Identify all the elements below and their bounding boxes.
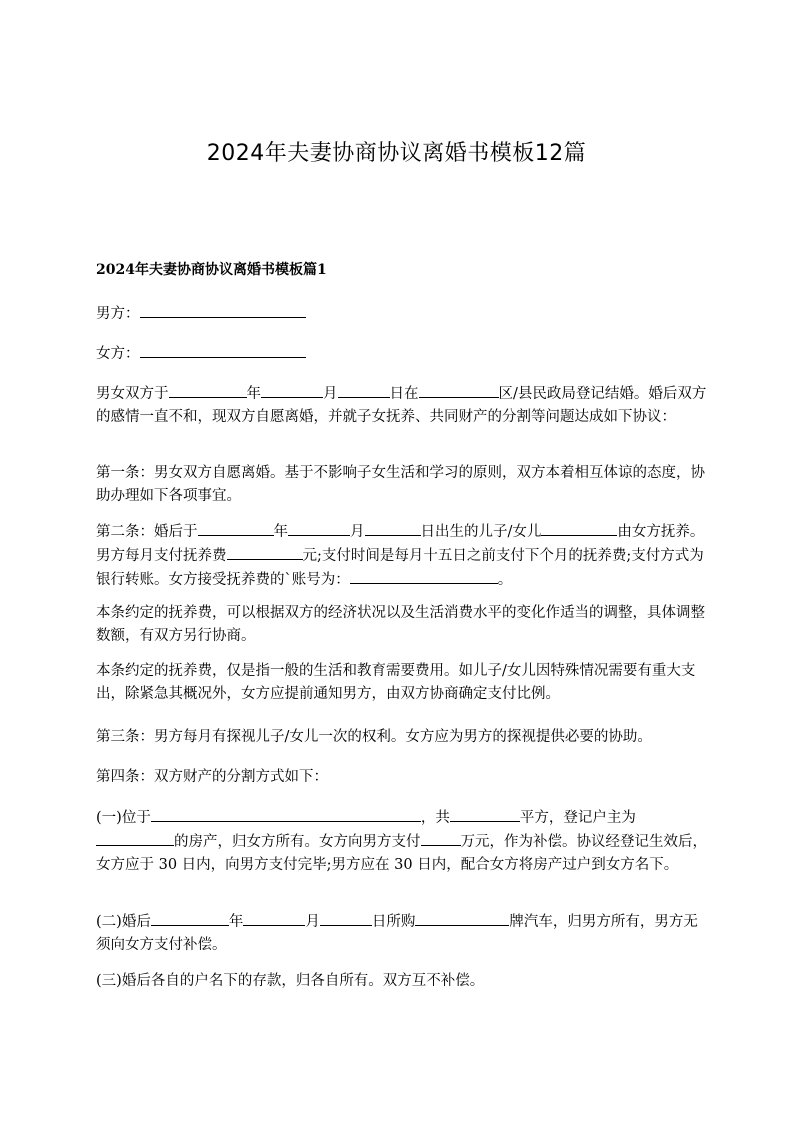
district-blank	[419, 382, 499, 398]
intro-text: 区/县民政局登记结婚。	[498, 386, 649, 402]
article-2-text: 。	[497, 572, 513, 588]
property-item-1	[96, 806, 708, 877]
property-area-blank	[450, 806, 520, 822]
intro-text: 日在	[389, 386, 419, 402]
intro-text: 年	[246, 386, 261, 402]
support-amount-blank	[227, 544, 303, 560]
article-1: 第一条：男女双方自愿离婚。基于不影响子女生活和学习的原则，双方本着相互体谅的态度，协助办理如下各项事宜。	[96, 465, 705, 504]
item-1-text: 的房产，归女方所有。女方向男方支付	[174, 834, 421, 850]
husband-label: 男方：	[96, 306, 140, 322]
item-2-text: 牌汽车，归男方所有，男方无须向女方支付补偿。	[96, 914, 698, 953]
intro-text: 月	[323, 386, 338, 402]
article-2-text: 由女方抚养。男方每月支付抚养费	[96, 524, 705, 564]
wife-label: 女方：	[96, 346, 140, 362]
property-item-3: (三)婚后各自的户名下的存款，归各自所有。双方互不补偿。	[96, 973, 485, 989]
marriage-year-blank	[169, 382, 247, 398]
section-heading: 2024年夫妻协商协议离婚书模板篇1	[96, 262, 327, 278]
item-1-text: ，共	[420, 810, 450, 826]
compensation-amount-blank	[421, 830, 461, 846]
birth-month-blank	[288, 520, 350, 536]
registered-owner-blank	[96, 830, 174, 846]
item-2-text: 日所购	[371, 914, 416, 930]
item-1-text: 万元，作为补偿。协议经登记生效后，女方应于 30 日内，向男方支付完毕;男方应在 30 日内，配合女方将房产过户到女方名下。	[96, 834, 707, 873]
article-4: 第四条：双方财产的分割方式如下：	[96, 769, 328, 785]
birth-day-blank	[365, 520, 421, 536]
child-name-blank	[541, 520, 617, 536]
general-expense-paragraph: 本条约定的抚养费，仅是指一般的生活和教育需要费用。如儿子/女儿因特殊情况需要有重大支出，除紧急其概况外，女方应提前通知男方，由双方协商确定支付比例。	[96, 663, 696, 702]
husband-line	[96, 302, 708, 326]
article-3: 第三条：男方每月有探视儿子/女儿一次的权利。女方应为男方的探视提供必要的协助。	[96, 729, 652, 745]
item-2-text: (二)婚后	[96, 914, 151, 930]
item-2-text: 月	[305, 914, 320, 930]
item-2-text: 年	[228, 914, 244, 930]
item-1-text: 平方，登记户主为	[519, 810, 636, 826]
birth-year-blank	[198, 520, 274, 536]
article-2-text: 年	[273, 524, 288, 540]
husband-name-blank	[140, 302, 306, 318]
bank-account-blank	[350, 568, 498, 584]
marriage-day-blank	[338, 382, 390, 398]
wife-line	[96, 342, 708, 366]
adjustment-paragraph: 本条约定的抚养费，可以根据双方的经济状况以及生活消费水平的变化作适当的调整，具体调整数额，有双方另行协商。	[96, 605, 705, 644]
purchase-year-blank	[151, 910, 229, 926]
car-brand-blank	[415, 910, 509, 926]
wife-name-blank	[140, 342, 306, 358]
article-2-text: 日出生的儿子/女儿	[420, 524, 542, 540]
property-item-2	[96, 910, 708, 957]
article-2-text: 元;支付时间是每月十五日之前支付下个月的抚养费;支付方式为银行转账。女方接受抚养费的`账号为：	[96, 548, 704, 588]
marriage-month-blank	[261, 382, 323, 398]
item-1-text: (一)位于	[96, 810, 151, 826]
intro-paragraph	[96, 382, 708, 429]
intro-text: 男女双方于	[96, 386, 169, 402]
intro-text: 婚后双方的感情一直不和，现双方自愿离婚，并就子女抚养、共同财产的分割等问题达成如下协议：	[96, 386, 707, 425]
article-2	[96, 520, 708, 592]
purchase-day-blank	[320, 910, 372, 926]
document-title: 2024年夫妻协商协议离婚书模板12篇	[206, 141, 587, 166]
purchase-month-blank	[243, 910, 305, 926]
article-2-text: 第二条：婚后于	[96, 524, 198, 540]
property-location-blank	[151, 806, 421, 822]
article-2-text: 月	[350, 524, 365, 540]
